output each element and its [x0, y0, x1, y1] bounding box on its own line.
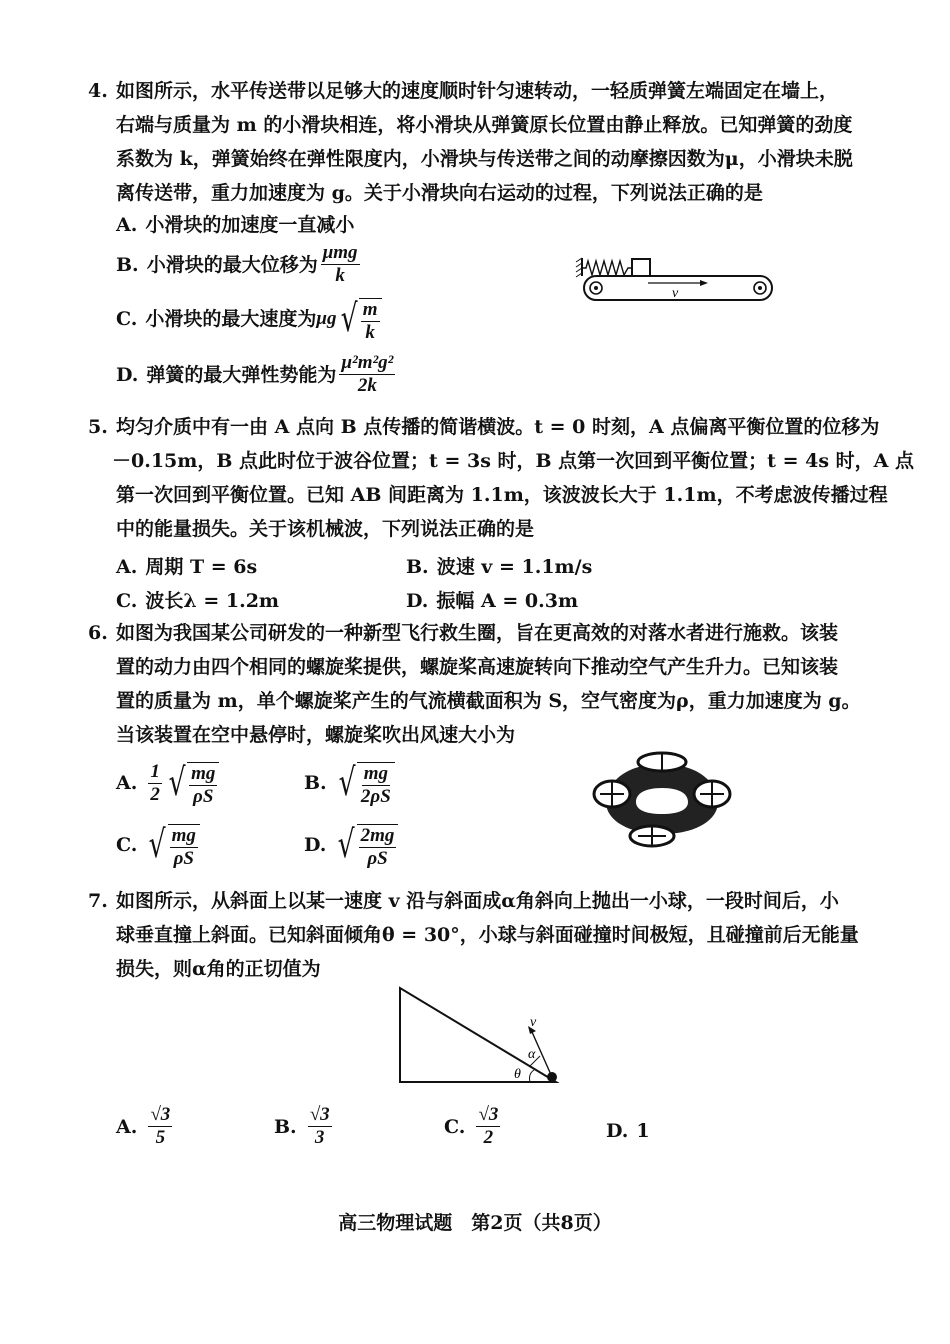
- q5-line-1: 5. 均匀介质中有一由 A 点向 B 点传播的简谐横波。t = 0 时刻，A 点偏离平衡位置的位移为: [88, 416, 880, 438]
- q7-line-3: 损失，则α角的正切值为: [116, 958, 321, 980]
- q4-line-1: 4. 如图所示，水平传送带以足够大的速度顺时针匀速转动，一轻质弹簧左端固定在墙上，: [88, 80, 839, 102]
- q7-option-c[interactable]: C. $\frac{√3}{2}$: [444, 1104, 499, 1148]
- left-pulley-axle: [594, 286, 598, 290]
- propeller-right: [694, 781, 730, 807]
- q5-option-b[interactable]: B. 波速 v = 1.1m/s: [406, 556, 593, 578]
- propeller-top: [638, 753, 686, 771]
- q7-option-b[interactable]: B. $\frac{√3}{3}$: [274, 1104, 330, 1148]
- q7-line-1: 7. 如图所示，从斜面上以某一速度 v 沿与斜面成α角斜向上抛出一小球，一段时间后，小: [88, 890, 839, 912]
- q6-option-d[interactable]: D. √ $\frac{2mg}{\rho S}$: [304, 820, 398, 870]
- q4-option-a[interactable]: A. 小滑块的加速度一直减小: [116, 214, 355, 236]
- page-footer: 高三物理试题 第2页（共8页）: [338, 1212, 612, 1234]
- v-label: v: [530, 1015, 537, 1030]
- q7-option-a[interactable]: A. $\frac{√3}{5}$: [116, 1104, 171, 1148]
- q4-option-b[interactable]: B. 小滑块的最大位移为 $\frac{\text{μmg}}{k}$: [116, 242, 358, 286]
- q7-line-2: 球垂直撞上斜面。已知斜面倾角θ = 30°，小球与斜面碰撞时间极短，且碰撞前后无能量: [116, 924, 859, 946]
- q4-line-2: 右端与质量为 m 的小滑块相连，将小滑块从弹簧原长位置由静止释放。已知弹簧的劲度: [116, 114, 853, 136]
- theta-label: θ: [514, 1067, 521, 1082]
- alpha-label: α: [528, 1047, 536, 1062]
- q6-option-b[interactable]: B. √ $\frac{mg}{2\rho S}$: [304, 758, 395, 808]
- q6-line-1: 6. 如图为我国某公司研发的一种新型飞行救生圈，旨在更高效的对落水者进行施救。该装: [88, 622, 839, 644]
- q6-line-2: 置的动力由四个相同的螺旋桨提供，螺旋桨高速旋转向下推动空气产生升力。已知该装: [116, 656, 839, 678]
- q6-option-a[interactable]: A. $\frac{1}{2}$ √ $\frac{mg}{\rho S}$: [116, 758, 219, 808]
- q6-lifebuoy-figure: [592, 750, 732, 850]
- q6-line-4: 当该装置在空中悬停时，螺旋桨吹出风速大小为: [116, 724, 516, 746]
- q7-incline-figure: [396, 984, 566, 1086]
- q4-line-4: 离传送带，重力加速度为 g。关于小滑块向右运动的过程，下列说法正确的是: [116, 182, 763, 204]
- q5-number: 5.: [88, 416, 108, 438]
- q7-option-d[interactable]: D. 1: [606, 1120, 650, 1142]
- q4-c-sqrt: √ $\frac{m}{k}$: [337, 294, 382, 344]
- q4-option-c[interactable]: C. 小滑块的最大速度为 μg √ $\frac{m}{k}$: [116, 294, 382, 344]
- q4-line-3: 系数为 k，弹簧始终在弹性限度内，小滑块与传送带之间的动摩擦因数为μ，小滑块未脱: [116, 148, 853, 170]
- q6-option-c[interactable]: C. √ $\frac{mg}{\rho S}$: [116, 820, 200, 870]
- q4-conveyor-figure: [576, 256, 776, 306]
- q5-line-2: －0.15m，B 点此时位于波谷位置；t = 3s 时，B 点第一次回到平衡位置；t = 4s 时，A 点: [112, 450, 915, 472]
- q5-option-c[interactable]: C. 波长λ = 1.2m: [116, 590, 280, 612]
- q4-number: 4.: [88, 80, 108, 102]
- propeller-left: [594, 781, 630, 807]
- slider-block: [632, 259, 650, 276]
- q4-option-d[interactable]: D. 弹簧的最大弹性势能为 $\frac{\text{μ²m²g²}}{2k}$: [116, 352, 394, 396]
- q5-line-4: 中的能量损失。关于该机械波，下列说法正确的是: [116, 518, 535, 540]
- q6-line-3: 置的质量为 m，单个螺旋桨产生的气流横截面积为 S，空气密度为ρ，重力加速度为 g。: [116, 690, 861, 712]
- q6-number: 6.: [88, 622, 108, 644]
- q7-number: 7.: [88, 890, 108, 912]
- propeller-bottom: [630, 826, 674, 846]
- right-pulley-axle: [758, 286, 762, 290]
- q4-b-fraction: $\frac{\text{μmg}}{k}$: [322, 242, 358, 286]
- velocity-label: v: [672, 286, 679, 301]
- spring: [582, 261, 632, 275]
- q4-d-fraction: $\frac{\text{μ²m²g²}}{2k}$: [341, 352, 394, 396]
- q5-option-a[interactable]: A. 周期 T = 6s: [116, 556, 258, 578]
- q5-line-3: 第一次回到平衡位置。已知 AB 间距离为 1.1m，该波波长大于 1.1m，不考虑波传播过程: [116, 484, 888, 506]
- q5-option-d[interactable]: D. 振幅 A = 0.3m: [406, 590, 579, 612]
